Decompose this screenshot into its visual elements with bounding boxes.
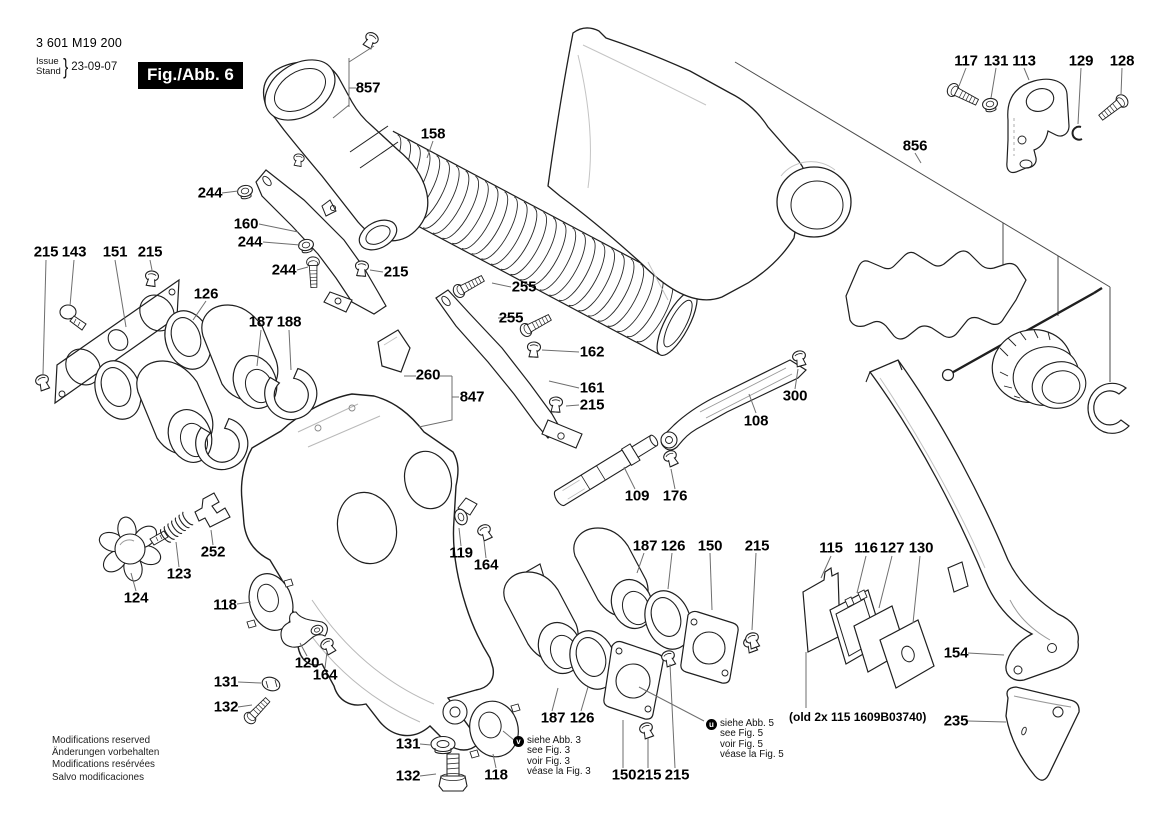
- note-line: véase la Fig. 5: [720, 749, 784, 761]
- issue-date: 23-09-07: [71, 61, 118, 73]
- part-label-120: 120: [294, 654, 320, 672]
- part-label-126: 126: [569, 709, 595, 727]
- v-badge-icon: v: [513, 736, 524, 747]
- bracket-113: [1007, 79, 1069, 172]
- part-label-187: 187: [632, 537, 658, 555]
- part-label-215: 215: [664, 766, 690, 784]
- part-label-129: 129: [1068, 52, 1094, 70]
- part-label-131: 131: [983, 52, 1009, 70]
- reference-note-v: [516, 735, 591, 778]
- part-label-150: 150: [611, 766, 637, 784]
- screw-176: [662, 449, 680, 468]
- stand-label: Stand: [36, 66, 61, 77]
- part-label-187: 187: [540, 709, 566, 727]
- bolt-132-bottom: [439, 754, 467, 791]
- part-label-128: 128: [1109, 52, 1135, 70]
- part-label-151: 151: [102, 243, 128, 261]
- bolt-255-b: [518, 311, 553, 338]
- footer-line: Modifications resérvées: [52, 759, 155, 771]
- part-label-108: 108: [743, 412, 769, 430]
- gear-connector-856: [984, 321, 1091, 414]
- part-label-255: 255: [511, 278, 537, 296]
- disc-118-bottom: [464, 696, 525, 763]
- part-label-132: 132: [395, 767, 421, 785]
- issue-label: Issue: [36, 56, 59, 67]
- part-label-127: 127: [879, 539, 905, 557]
- note-line: see Fig. 5: [720, 728, 764, 740]
- screw-162: [527, 342, 541, 358]
- part-label-215: 215: [137, 243, 163, 261]
- screw-143: [60, 305, 86, 330]
- part-label-215: 215: [33, 243, 59, 261]
- part-label-215: 215: [744, 537, 770, 555]
- nut-244-a: [237, 184, 254, 200]
- part-label-123: 123: [166, 565, 192, 583]
- title-block: [36, 36, 122, 80]
- part-label-131: 131: [395, 735, 421, 753]
- footer-line: Salvo modificaciones: [52, 771, 145, 783]
- part-label-856: 856: [902, 137, 928, 155]
- part-label-244: 244: [197, 184, 223, 202]
- part-label-160: 160: [233, 215, 259, 233]
- part-label-162: 162: [579, 343, 605, 361]
- bolt-128: [1097, 92, 1131, 123]
- part-label-154: 154: [943, 644, 969, 662]
- part-label-150: 150: [697, 537, 723, 555]
- part-label-116: 116: [854, 539, 878, 557]
- plate-260: [378, 330, 410, 372]
- nut-131-topright: [982, 97, 999, 113]
- part-label-847: 847: [459, 388, 485, 406]
- note-line: see Fig. 3: [527, 745, 571, 757]
- part-label-215: 215: [636, 766, 662, 784]
- part-label-119: 119: [449, 544, 473, 562]
- part-label-117: 117: [954, 52, 978, 70]
- footer-line: Änderungen vorbehalten: [52, 747, 160, 759]
- part-label-126: 126: [660, 537, 686, 555]
- part-label-187: 187: [248, 313, 274, 331]
- part-label-857: 857: [355, 79, 381, 97]
- note-line: véase la Fig. 3: [527, 766, 591, 778]
- screw-215-left: [34, 373, 51, 392]
- part-label-164: 164: [312, 666, 338, 684]
- part-label-113: 113: [1012, 52, 1036, 70]
- type-number: 3 601 M19 200: [36, 36, 122, 50]
- note-line: siehe Abb. 3: [527, 735, 581, 746]
- part-label-132: 132: [213, 698, 239, 716]
- part-label-124: 124: [123, 589, 149, 607]
- u-badge-icon: u: [706, 719, 717, 730]
- screw-164-upper: [476, 523, 494, 542]
- footer-line: Modifications reserved: [52, 735, 151, 746]
- plate-150-front: [604, 642, 663, 720]
- figure-number-box: Fig./Abb. 6: [138, 62, 243, 89]
- part-label-164: 164: [473, 556, 499, 574]
- clip-252: [195, 493, 230, 527]
- part-label-244: 244: [237, 233, 263, 251]
- part-label-131: 131: [213, 673, 239, 691]
- part-label-176: 176: [662, 487, 688, 505]
- wire-holder-856: [846, 251, 1026, 339]
- nut-131-bottom: [431, 737, 455, 754]
- clip-129: [1073, 127, 1082, 140]
- part-label-109: 109: [624, 487, 650, 505]
- bolt-244-c: [306, 257, 320, 288]
- part-label-244: 244: [271, 261, 297, 279]
- part-label-188: 188: [276, 313, 302, 331]
- part-label-215: 215: [579, 396, 605, 414]
- part-label-130: 130: [908, 539, 934, 557]
- part-label-161: 161: [579, 379, 605, 397]
- part-label-235: 235: [943, 712, 969, 730]
- bolt-117: [945, 82, 980, 109]
- main-housing: [241, 394, 546, 750]
- part-label-255: 255: [498, 309, 524, 327]
- screw-215-c: [549, 397, 563, 413]
- bolt-255-a: [451, 272, 486, 299]
- part-label-126: 126: [193, 285, 219, 303]
- star-knob-124: [97, 516, 168, 583]
- link-119: [453, 498, 477, 527]
- flap-235: [1006, 687, 1079, 780]
- note-line: voir Fig. 5: [720, 738, 764, 750]
- reference-note-u: [709, 718, 784, 761]
- screw-215-top: [144, 270, 159, 287]
- bolt-131-left: [260, 675, 281, 693]
- brace-glyph: }: [62, 54, 69, 79]
- bolt-132-left: [242, 695, 272, 726]
- part-label-118: 118: [213, 596, 237, 614]
- old-part-note: (old 2x 115 1609B03740): [789, 710, 927, 724]
- part-label-118: 118: [484, 766, 508, 784]
- part-label-215: 215: [383, 263, 409, 281]
- part-label-300: 300: [782, 387, 808, 405]
- screw-215-rollers-c: [638, 721, 655, 740]
- plate-150-back: [681, 611, 738, 683]
- part-label-158: 158: [420, 125, 446, 143]
- c-clip-856: [1088, 383, 1129, 433]
- note-line: voir Fig. 3: [527, 755, 571, 767]
- part-label-115: 115: [819, 539, 843, 557]
- modifications-footer: [52, 735, 159, 784]
- handle-108: [661, 360, 806, 450]
- note-line: siehe Abb. 5: [720, 718, 774, 729]
- part-label-260: 260: [415, 366, 441, 384]
- part-label-143: 143: [61, 243, 87, 261]
- part-label-252: 252: [200, 543, 226, 561]
